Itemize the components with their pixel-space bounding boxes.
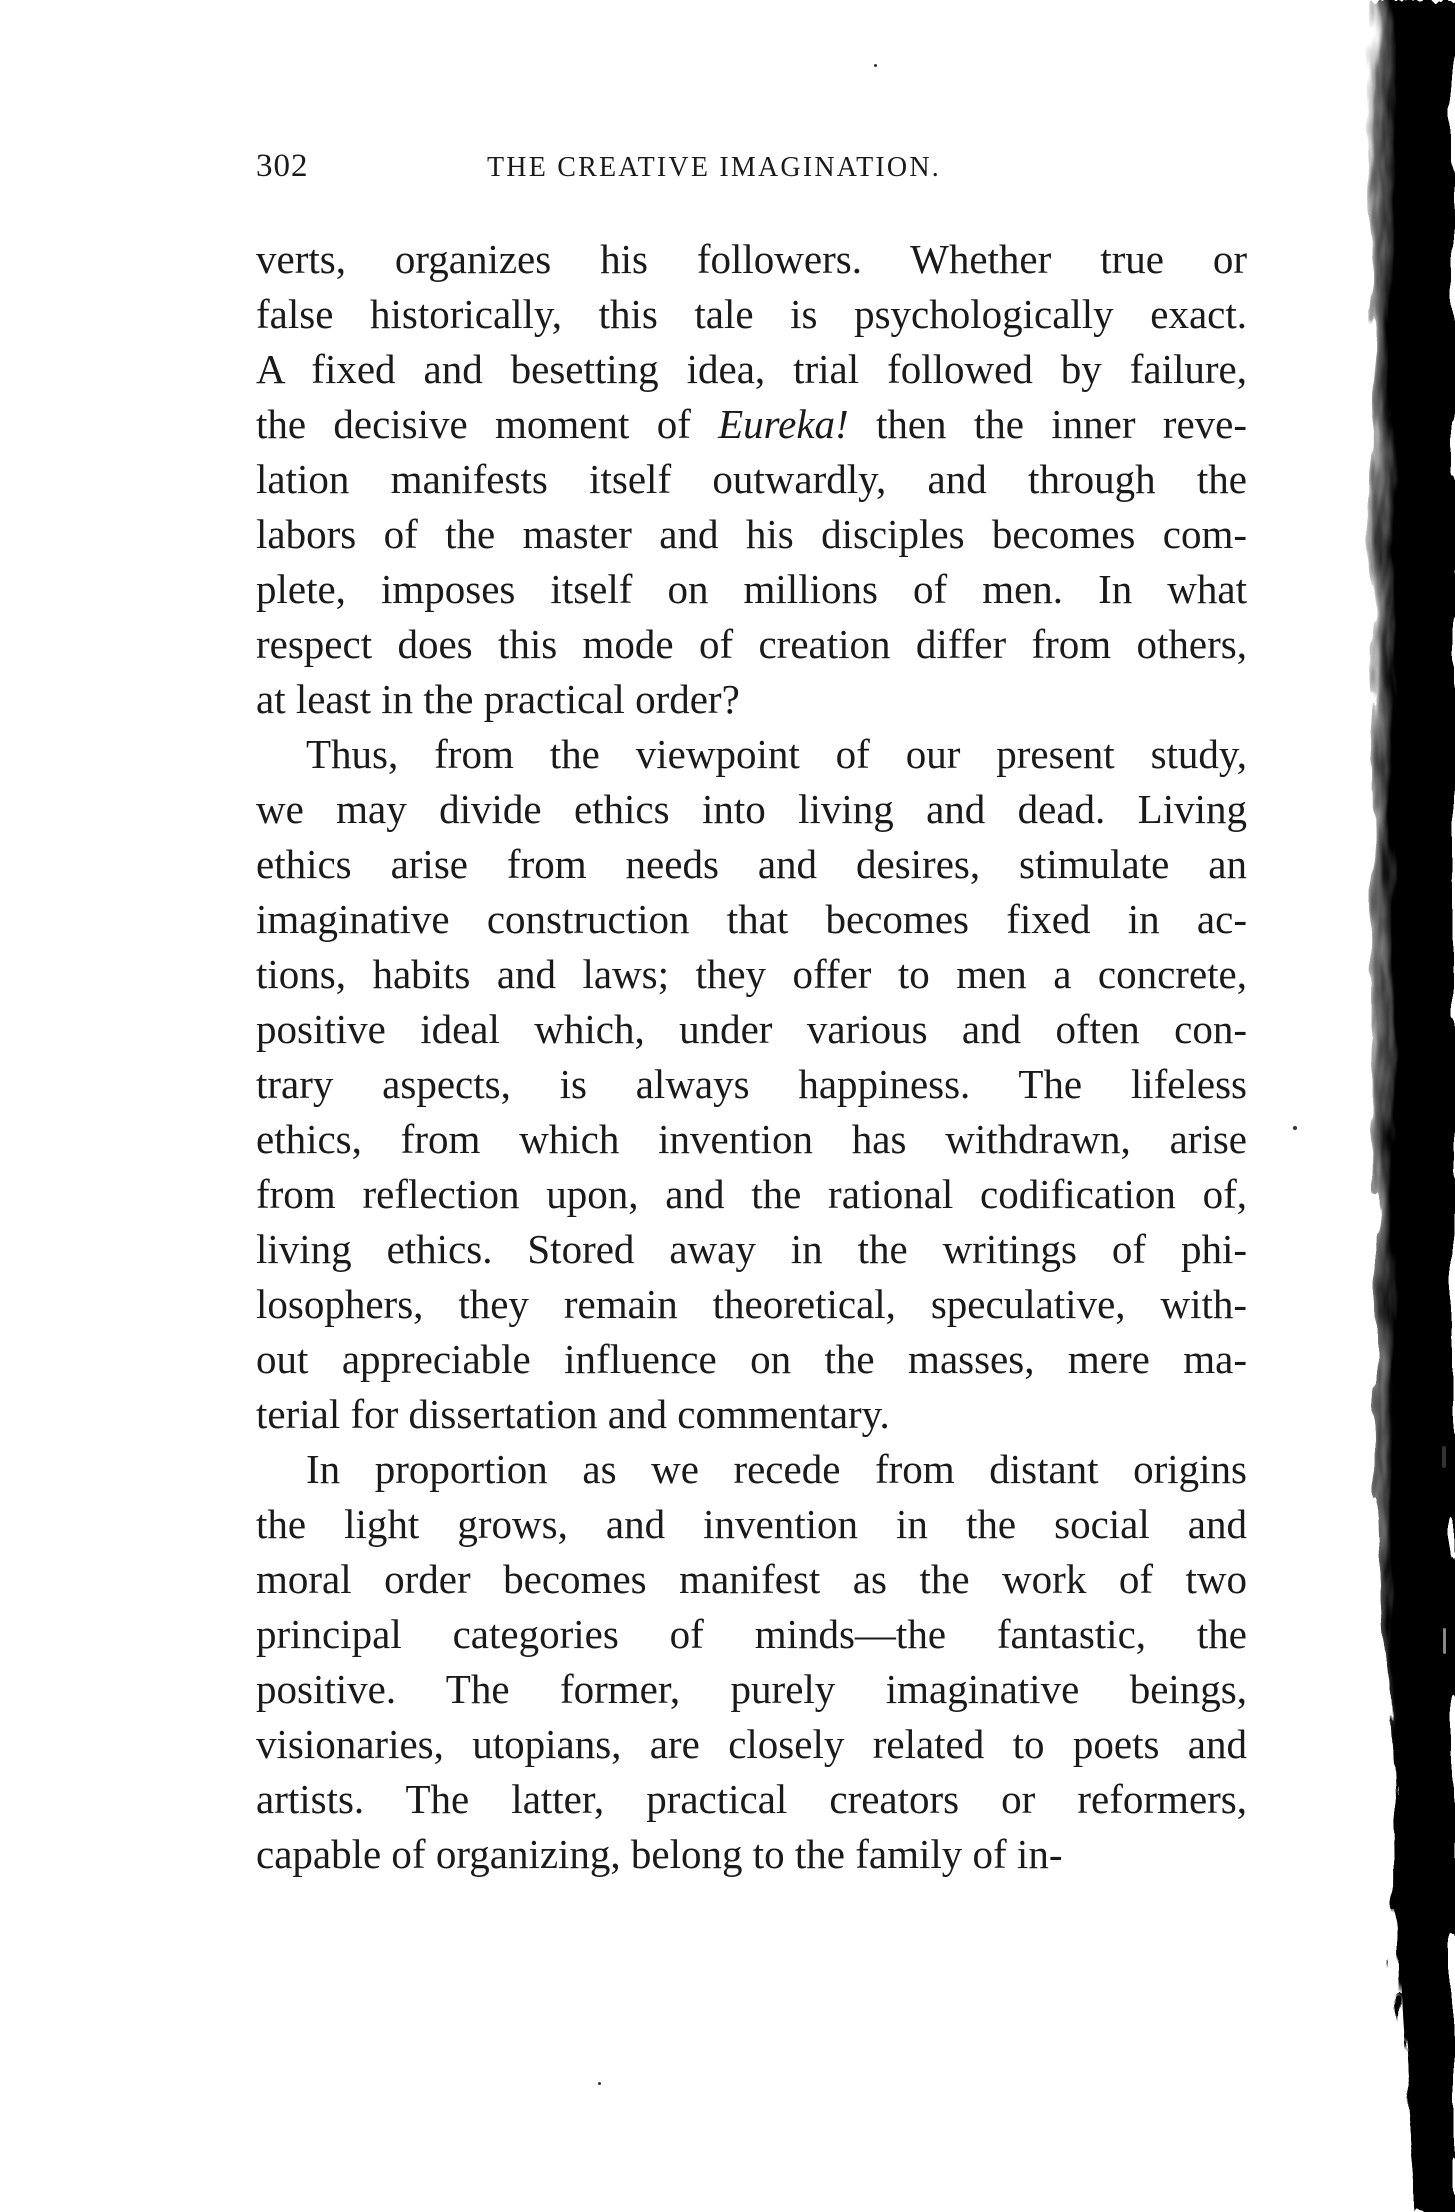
- text-line: living ethics. Stored away in the writings of phi-: [256, 1226, 1247, 1272]
- text-line: positive ideal which, under various and often con-: [256, 1006, 1247, 1052]
- text-line: visionaries, utopians, are closely related to poets and: [256, 1721, 1247, 1767]
- text-line: principal categories of minds—the fantastic, the: [256, 1611, 1247, 1657]
- body-text: [256, 232, 1247, 1882]
- text-line: moral order becomes manifest as the work of two: [256, 1556, 1247, 1602]
- scan-speck: [1443, 1628, 1446, 1654]
- binding-gutter-shadow: [1315, 0, 1455, 2212]
- scan-speck: [874, 64, 877, 67]
- text-line: A fixed and besetting idea, trial followed by failure,: [256, 346, 1247, 392]
- text-line: false historically, this tale is psychologically exact.: [256, 291, 1247, 337]
- scan-speck: [598, 2082, 601, 2085]
- text-line: the decisive moment of Eureka! then the inner reve-: [256, 401, 1247, 447]
- text-line: we may divide ethics into living and dead. Living: [256, 786, 1247, 832]
- text-line: ethics arise from needs and desires, stimulate an: [256, 841, 1247, 887]
- running-head: THE CREATIVE IMAGINATION.: [487, 152, 941, 183]
- text-line: from reflection upon, and the rational codification of,: [256, 1171, 1247, 1217]
- text-line: imaginative construction that becomes fixed in ac-: [256, 896, 1247, 942]
- text-line: trary aspects, is always happiness. The lifeless: [256, 1061, 1247, 1107]
- text-line: plete, imposes itself on millions of men. In what: [256, 566, 1247, 612]
- italic-word: Eureka!: [718, 401, 849, 447]
- text-line: respect does this mode of creation differ from others,: [256, 621, 1247, 667]
- text-line: labors of the master and his disciples becomes com-: [256, 511, 1247, 557]
- text-line: losophers, they remain theoretical, speculative, with-: [256, 1281, 1247, 1327]
- text-line: out appreciable influence on the masses, mere ma-: [256, 1336, 1247, 1382]
- page-header: [256, 148, 1256, 192]
- text-line: verts, organizes his followers. Whether true or: [256, 236, 1247, 282]
- text-line: terial for dissertation and commentary.: [256, 1391, 890, 1437]
- scan-speck: [1293, 1126, 1297, 1130]
- text-line: capable of organizing, belong to the family of in-: [256, 1831, 1063, 1877]
- text-line: Thus, from the viewpoint of our present study,: [306, 731, 1247, 777]
- page-number: 302: [256, 148, 309, 184]
- text-line: tions, habits and laws; they offer to men a concrete,: [256, 951, 1247, 997]
- scan-speck: [1442, 1446, 1446, 1468]
- text-line: the light grows, and invention in the social and: [256, 1501, 1247, 1547]
- text-line: artists. The latter, practical creators or reformers,: [256, 1776, 1247, 1822]
- text-line: lation manifests itself outwardly, and through the: [256, 456, 1247, 502]
- text-line: In proportion as we recede from distant origins: [306, 1446, 1247, 1492]
- text-line: at least in the practical order?: [256, 676, 740, 722]
- text-line: ethics, from which invention has withdrawn, arise: [256, 1116, 1247, 1162]
- text-line: positive. The former, purely imaginative beings,: [256, 1666, 1247, 1712]
